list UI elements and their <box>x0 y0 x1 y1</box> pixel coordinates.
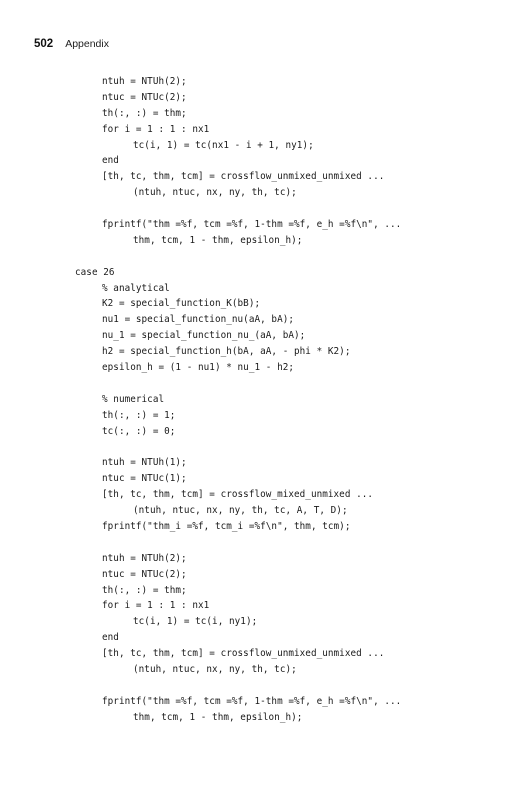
code-line: h2 = special_function_h(bA, aA, - phi * K2); <box>102 346 351 358</box>
code-line: case 26 <box>75 266 115 278</box>
code-line: K2 = special_function_K(bB); <box>102 298 261 310</box>
code-line: ntuc = NTUc(1); <box>102 473 187 485</box>
code-line: th(:, :) = thm; <box>102 107 187 119</box>
code-line: [th, tc, thm, tcm] = crossflow_unmixed_unmixed ... <box>102 648 385 660</box>
blank-line <box>0 201 531 217</box>
blank-line <box>0 535 531 551</box>
code-line: fprintf("thm =%f, tcm =%f, 1-thm =%f, e_h =%f\n", ... <box>102 219 402 231</box>
code-line: % analytical <box>102 282 170 294</box>
code-line: ntuc = NTUc(2); <box>102 91 187 103</box>
blank-line <box>0 678 531 694</box>
code-line: ntuc = NTUc(2); <box>102 568 187 580</box>
blank-line <box>0 249 531 265</box>
code-line: [th, tc, thm, tcm] = crossflow_unmixed_unmixed ... <box>102 171 385 183</box>
code-line: for i = 1 : 1 : nx1 <box>102 600 210 612</box>
code-line: thm, tcm, 1 - thm, epsilon_h); <box>133 234 303 246</box>
blank-line <box>0 439 531 455</box>
code-line: tc(:, :) = 0; <box>102 425 176 437</box>
page-header <box>34 38 109 54</box>
code-line: nu_1 = special_function_nu_(aA, bA); <box>102 330 306 342</box>
code-line: fprintf("thm_i =%f, tcm_i =%f\n", thm, tcm); <box>102 520 351 532</box>
page-number: 502 <box>34 38 54 50</box>
code-line: for i = 1 : 1 : nx1 <box>102 123 210 135</box>
code-line: ntuh = NTUh(1); <box>102 457 187 469</box>
code-line: end <box>102 632 119 644</box>
code-line: ntuh = NTUh(2); <box>102 76 187 87</box>
code-line: tc(i, 1) = tc(nx1 - i + 1, ny1); <box>133 139 314 151</box>
code-line: fprintf("thm =%f, tcm =%f, 1-thm =%f, e_h =%f\n", ... <box>102 695 402 707</box>
blank-line <box>0 376 531 392</box>
code-line: tc(i, 1) = tc(i, ny1); <box>133 616 258 628</box>
section-title: Appendix <box>65 38 109 50</box>
code-listing <box>0 74 531 726</box>
code-line: (ntuh, ntuc, nx, ny, th, tc); <box>133 663 297 675</box>
code-line: (ntuh, ntuc, nx, ny, th, tc, A, T, D); <box>133 505 348 517</box>
code-line: % numerical <box>102 393 165 405</box>
code-line: end <box>102 155 119 167</box>
code-line: th(:, :) = 1; <box>102 409 176 421</box>
code-line: ntuh = NTUh(2); <box>102 552 187 564</box>
code-line: th(:, :) = thm; <box>102 584 187 596</box>
code-line: thm, tcm, 1 - thm, epsilon_h); <box>133 711 303 723</box>
code-line: [th, tc, thm, tcm] = crossflow_mixed_unmixed ... <box>102 489 374 501</box>
code-line: (ntuh, ntuc, nx, ny, th, tc); <box>133 187 297 199</box>
code-line: nu1 = special_function_nu(aA, bA); <box>102 314 295 326</box>
code-line: epsilon_h = (1 - nu1) * nu_1 - h2; <box>102 362 295 374</box>
